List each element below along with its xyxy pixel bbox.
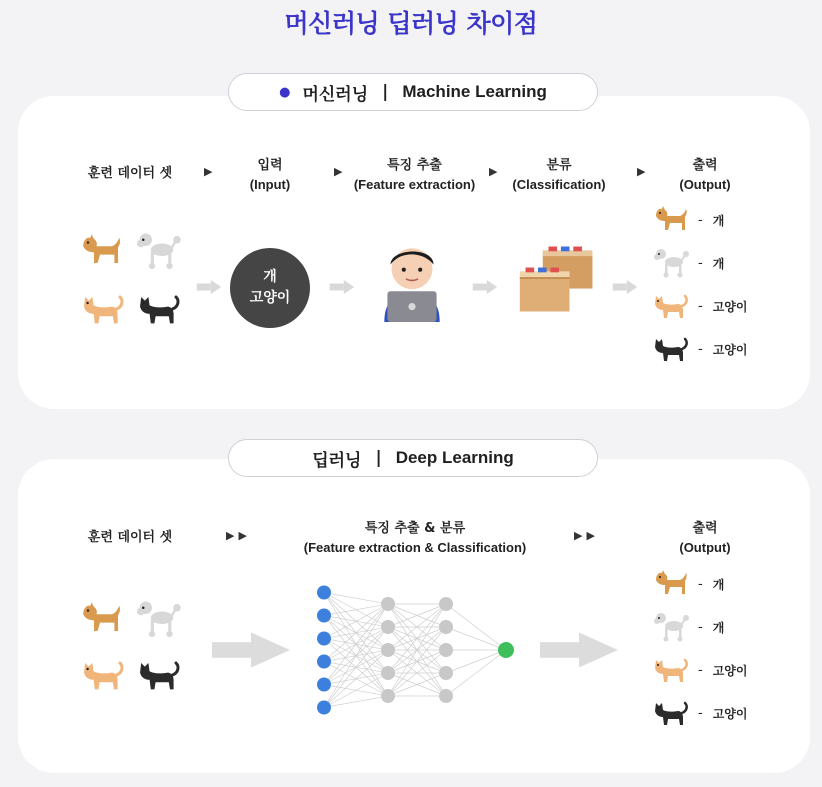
dl-output-row: - 고양이	[650, 695, 747, 731]
developer-icon	[376, 240, 448, 322]
nn-connection-line	[324, 604, 388, 616]
poodle-icon	[132, 596, 182, 642]
nn-hidden-node	[439, 620, 453, 634]
gray-arrow-icon	[196, 280, 222, 294]
card-file-box-icon	[516, 240, 602, 318]
dl-pill-separator: |	[375, 448, 382, 468]
ml-stage-feature-extraction: 특징 추출 (Feature extraction)	[353, 158, 476, 192]
dl-output-row: - 고양이	[650, 652, 747, 688]
ml-output-row: - 고양이	[650, 331, 747, 367]
dl-double-arrow-icon: ▶▶	[226, 529, 251, 542]
dog-icon	[650, 202, 690, 238]
machine-learning-pill	[228, 73, 598, 111]
nn-connection-line	[324, 593, 388, 605]
dl-pill-ko: 딥러닝	[312, 450, 362, 471]
nn-connection-line	[324, 604, 388, 662]
poodle-icon	[650, 245, 690, 281]
dl-pill-en: Deep Learning	[395, 448, 514, 467]
nn-hidden-node	[439, 643, 453, 657]
nn-output-node	[498, 642, 514, 658]
neural-network-diagram	[306, 578, 528, 722]
black-cat-icon	[650, 695, 690, 731]
large-gray-arrow-icon	[212, 632, 290, 668]
poodle-icon	[132, 228, 182, 274]
nn-hidden-node	[381, 643, 395, 657]
nn-hidden-node	[381, 689, 395, 703]
ml-pill-separator: |	[382, 82, 389, 102]
ml-stage-classification: 분류 (Classification)	[512, 158, 606, 192]
nn-input-node	[317, 632, 331, 646]
nn-hidden-node	[439, 666, 453, 680]
nn-input-node	[317, 586, 331, 600]
ml-pill-en: Machine Learning	[402, 82, 547, 101]
ml-arrow-right-icon: ▶	[334, 165, 347, 178]
ml-arrow-right-icon: ▶	[489, 165, 502, 178]
nn-connection-line	[324, 673, 388, 708]
ml-arrow-right-icon: ▶	[637, 165, 650, 178]
deep-learning-pill	[228, 439, 598, 477]
nn-connection-line	[324, 650, 388, 708]
nn-hidden-node	[439, 689, 453, 703]
dl-double-arrow-icon: ▶▶	[574, 529, 599, 542]
dl-output-row: - 개	[650, 566, 724, 602]
nn-hidden-node	[439, 597, 453, 611]
large-gray-arrow-icon	[540, 632, 618, 668]
nn-input-node	[317, 655, 331, 669]
dl-output-row: - 개	[650, 609, 724, 645]
dl-stage-feature-classification: 특징 추출 & 분류 (Feature extraction & Classification)	[303, 521, 527, 555]
nn-input-node	[317, 701, 331, 715]
poodle-icon	[650, 609, 690, 645]
ml-output-row: - 개	[650, 202, 724, 238]
nn-connection-line	[446, 627, 506, 650]
nn-connection-line	[324, 604, 388, 708]
ml-output-row: - 개	[650, 245, 724, 281]
bullet-dot-icon: ●	[279, 84, 291, 100]
ml-stage-input: 입력 (Input)	[249, 158, 291, 192]
gray-arrow-icon	[329, 280, 355, 294]
black-cat-icon	[134, 286, 182, 332]
nn-connection-line	[446, 650, 506, 696]
dog-icon	[76, 228, 124, 274]
gray-arrow-icon	[472, 280, 498, 294]
black-cat-icon	[650, 331, 690, 367]
ml-arrow-right-icon: ▶	[204, 165, 217, 178]
dog-icon	[76, 596, 124, 642]
ml-stage-training-set: 훈련 데이터 셋	[87, 166, 173, 181]
nn-connection-line	[324, 604, 388, 685]
cat-icon	[78, 652, 126, 698]
nn-input-node	[317, 609, 331, 623]
nn-hidden-node	[381, 620, 395, 634]
dl-stage-training-set: 훈련 데이터 셋	[87, 530, 173, 545]
gray-arrow-icon	[612, 280, 638, 294]
nn-connection-line	[446, 604, 506, 650]
cat-icon	[78, 286, 126, 332]
dog-icon	[650, 566, 690, 602]
ml-output-row: - 고양이	[650, 288, 747, 324]
cat-icon	[650, 652, 690, 688]
nn-connection-line	[324, 627, 388, 708]
nn-hidden-node	[381, 666, 395, 680]
nn-connection-line	[446, 650, 506, 673]
input-circle: 개 고양이	[230, 248, 310, 328]
nn-input-node	[317, 678, 331, 692]
black-cat-icon	[134, 652, 182, 698]
nn-connection-line	[324, 604, 388, 639]
nn-hidden-node	[381, 597, 395, 611]
page-title: 머신러닝 딥러닝 차이점	[284, 9, 538, 38]
ml-stage-output: 출력 (Output)	[679, 158, 731, 192]
nn-connection-line	[324, 696, 388, 708]
ml-pill-ko: 머신러닝	[302, 84, 369, 105]
cat-icon	[650, 288, 690, 324]
dl-stage-output: 출력 (Output)	[679, 521, 731, 555]
